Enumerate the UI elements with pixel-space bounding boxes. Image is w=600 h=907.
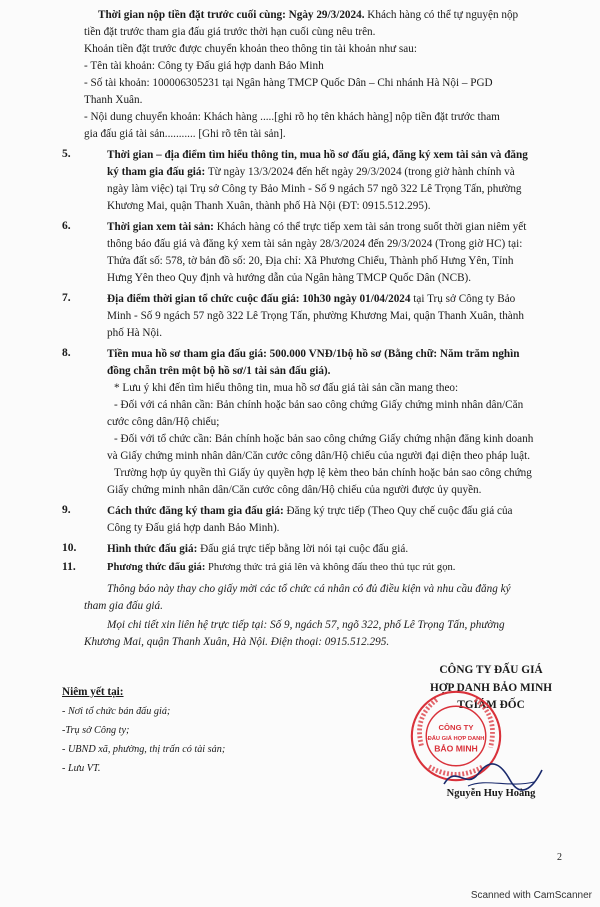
stamp-line2: ĐẤU GIÁ HỢP DANH xyxy=(427,735,485,742)
page-number: 2 xyxy=(557,852,562,863)
section-number: 9. xyxy=(62,504,71,516)
posted-item: -Trụ sở Công ty; xyxy=(62,725,130,736)
text-line: Thời gian – địa điểm tìm hiểu thông tin, mua hồ sơ đấu giá, đăng ký xem tài sản và đăng xyxy=(107,149,528,161)
text-line: - Nội dung chuyển khoản: Khách hàng .....[ghi rõ họ tên khách hàng] nộp tiền đặt trước tham xyxy=(84,111,500,123)
text-line: Thanh Xuân. xyxy=(84,94,143,106)
text-line: gia đấu giá tài sản........... [Ghi rõ tên tài sản]. xyxy=(84,128,286,140)
text-line: ký tham gia đấu giá: Từ ngày 13/3/2024 đến hết ngày 29/3/2024 (trong giờ hành chính và xyxy=(107,166,515,178)
text-line: Phương thức đấu giá: Phương thức trả giá lên và không đấu theo thủ tục rút gọn. xyxy=(107,562,456,573)
posted-item: - Nơi tổ chức bán đấu giá; xyxy=(62,706,171,717)
stamp-line3: BẢO MINH xyxy=(434,743,478,754)
text-line: Mọi chi tiết xin liên hệ trực tiếp tại: Số 9, ngách 57, ngõ 322, phố Lê Trọng Tấn, phường xyxy=(107,619,505,631)
text-line: - Số tài khoản: 100006305231 tại Ngân hàng TMCP Quốc Dân – Chi nhánh Hà Nội – PGD xyxy=(84,77,493,89)
text-line: - Đối với cá nhân cần: Bản chính hoặc bản sao công chứng Giấy chứng minh nhân dân/Căn xyxy=(114,399,524,411)
section-number: 10. xyxy=(62,542,77,554)
section-number: 5. xyxy=(62,148,71,160)
section-number: 7. xyxy=(62,292,71,304)
posted-item: - UBND xã, phường, thị trấn có tài sản; xyxy=(62,744,226,755)
text-line: Cách thức đăng ký tham gia đấu giá: Đăng ký trực tiếp (Theo Quy chế cuộc đấu giá của xyxy=(107,505,513,517)
text-line: Minh - Số 9 ngách 57 ngõ 322 Lê Trọng Tấn, phường Khương Mai, quận Thanh Xuân, thành xyxy=(107,310,524,322)
text-line: - Đối với tổ chức cần: Bản chính hoặc bản sao công chứng Giấy chứng nhận đăng kinh doanh xyxy=(114,433,534,445)
text-line: thông báo đấu giá và đăng ký xem tài sản ngày 28/3/2024 đến 29/3/2024 (Trong giờ HC) tại: xyxy=(107,238,523,250)
section-number: 6. xyxy=(62,220,71,232)
text-line: ngày làm việc) tại Trụ sở Công ty Bảo Minh - Số 9 ngách 57 ngõ 322 Lê Trọng Tấn, phường xyxy=(107,183,522,195)
stamp-line1: CÔNG TY xyxy=(438,723,474,733)
text-line: và Giấy chứng minh nhân dân/Căn cước công dân/Hộ chiếu của người đại diện theo pháp luật. xyxy=(107,450,531,462)
text-line: Thời gian nộp tiền đặt trước cuối cùng: Ngày 29/3/2024. Khách hàng có thể tự nguyện nộp xyxy=(98,9,519,21)
text-line: Thời gian xem tài sản: Khách hàng có thể trực tiếp xem tài sản trong suốt thời gian niêm yết xyxy=(107,221,527,233)
text-line: Trường hợp ủy quyền thì Giấy ủy quyền hợp lệ kèm theo bản chính hoặc bản sao công chứng xyxy=(114,467,532,479)
text-line: đồng chẵn trên một bộ hồ sơ/1 tài sản đấu giá). xyxy=(107,365,331,377)
text-line: Công ty Đấu giá hợp danh Bảo Minh). xyxy=(107,522,280,534)
text-line: - Tên tài khoản: Công ty Đấu giá hợp danh Bảo Minh xyxy=(84,60,324,72)
signature-company-line2: HỢP DANH BẢO MINH xyxy=(429,682,553,694)
posted-item: - Lưu VT. xyxy=(62,763,101,774)
posted-title: Niêm yết tại: xyxy=(62,686,124,698)
text-line: Tiền mua hồ sơ tham gia đấu giá: 500.000 VNĐ/1bộ hồ sơ (Bằng chữ: Năm trăm nghìn xyxy=(107,348,520,360)
text-line: phố Hà Nội. xyxy=(107,327,162,339)
text-line: * Lưu ý khi đến tìm hiểu thông tin, mua hồ sơ đấu giá tài sản cần mang theo: xyxy=(114,382,459,394)
section-number: 8. xyxy=(62,347,71,359)
text-line: cước công dân/Hộ chiếu; xyxy=(107,416,220,428)
signature-role: TGIÁM ĐỐC xyxy=(457,699,525,711)
signature-company-line1: CÔNG TY ĐẤU GIÁ xyxy=(439,664,543,676)
text-line: Khương Mai, quận Thanh Xuân, Hà Nội. Điện thoại: 0915.512.295. xyxy=(84,636,390,648)
text-line: tham gia đấu giá. xyxy=(84,600,163,612)
text-line: Giấy chứng minh nhân dân/Căn cước công dân/Hộ chiếu của người được ủy quyền. xyxy=(107,484,482,496)
text-line: tiền đặt trước tham gia đấu giá trước thời hạn cuối cùng nêu trên. xyxy=(84,26,376,38)
text-line: Khoản tiền đặt trước được chuyển khoản theo thông tin tài khoản như sau: xyxy=(84,43,417,55)
signature-name: Nguyễn Huy Hoàng xyxy=(446,788,536,799)
text-line: Thửa đất số: 578, tờ bản đồ số: 20, Địa chỉ: Xã Phương Chiểu, Thành phố Hưng Yên, Tỉnh xyxy=(107,255,514,267)
text-line: Hình thức đấu giá: Đấu giá trực tiếp bằng lời nói tại cuộc đấu giá. xyxy=(107,543,409,555)
text-line: Khương Mai, quận Thanh Xuân, thành phố Hà Nội (ĐT: 0915.512.295). xyxy=(107,200,431,212)
text-line: Thông báo này thay cho giấy mời các tổ chức cá nhân có đủ điều kiện và nhu cầu đăng ký xyxy=(107,583,511,595)
text-line: Địa điểm thời gian tổ chức cuộc đấu giá: 10h30 ngày 01/04/2024 tại Trụ sở Công ty Bảo xyxy=(107,293,516,305)
camscanner-footer: Scanned with CamScanner xyxy=(470,890,592,901)
section-number: 11. xyxy=(62,561,76,573)
text-line: Hưng Yên theo Quy định và hướng dẫn của Ngân hàng TMCP Quốc Dân (NCB). xyxy=(107,272,472,284)
